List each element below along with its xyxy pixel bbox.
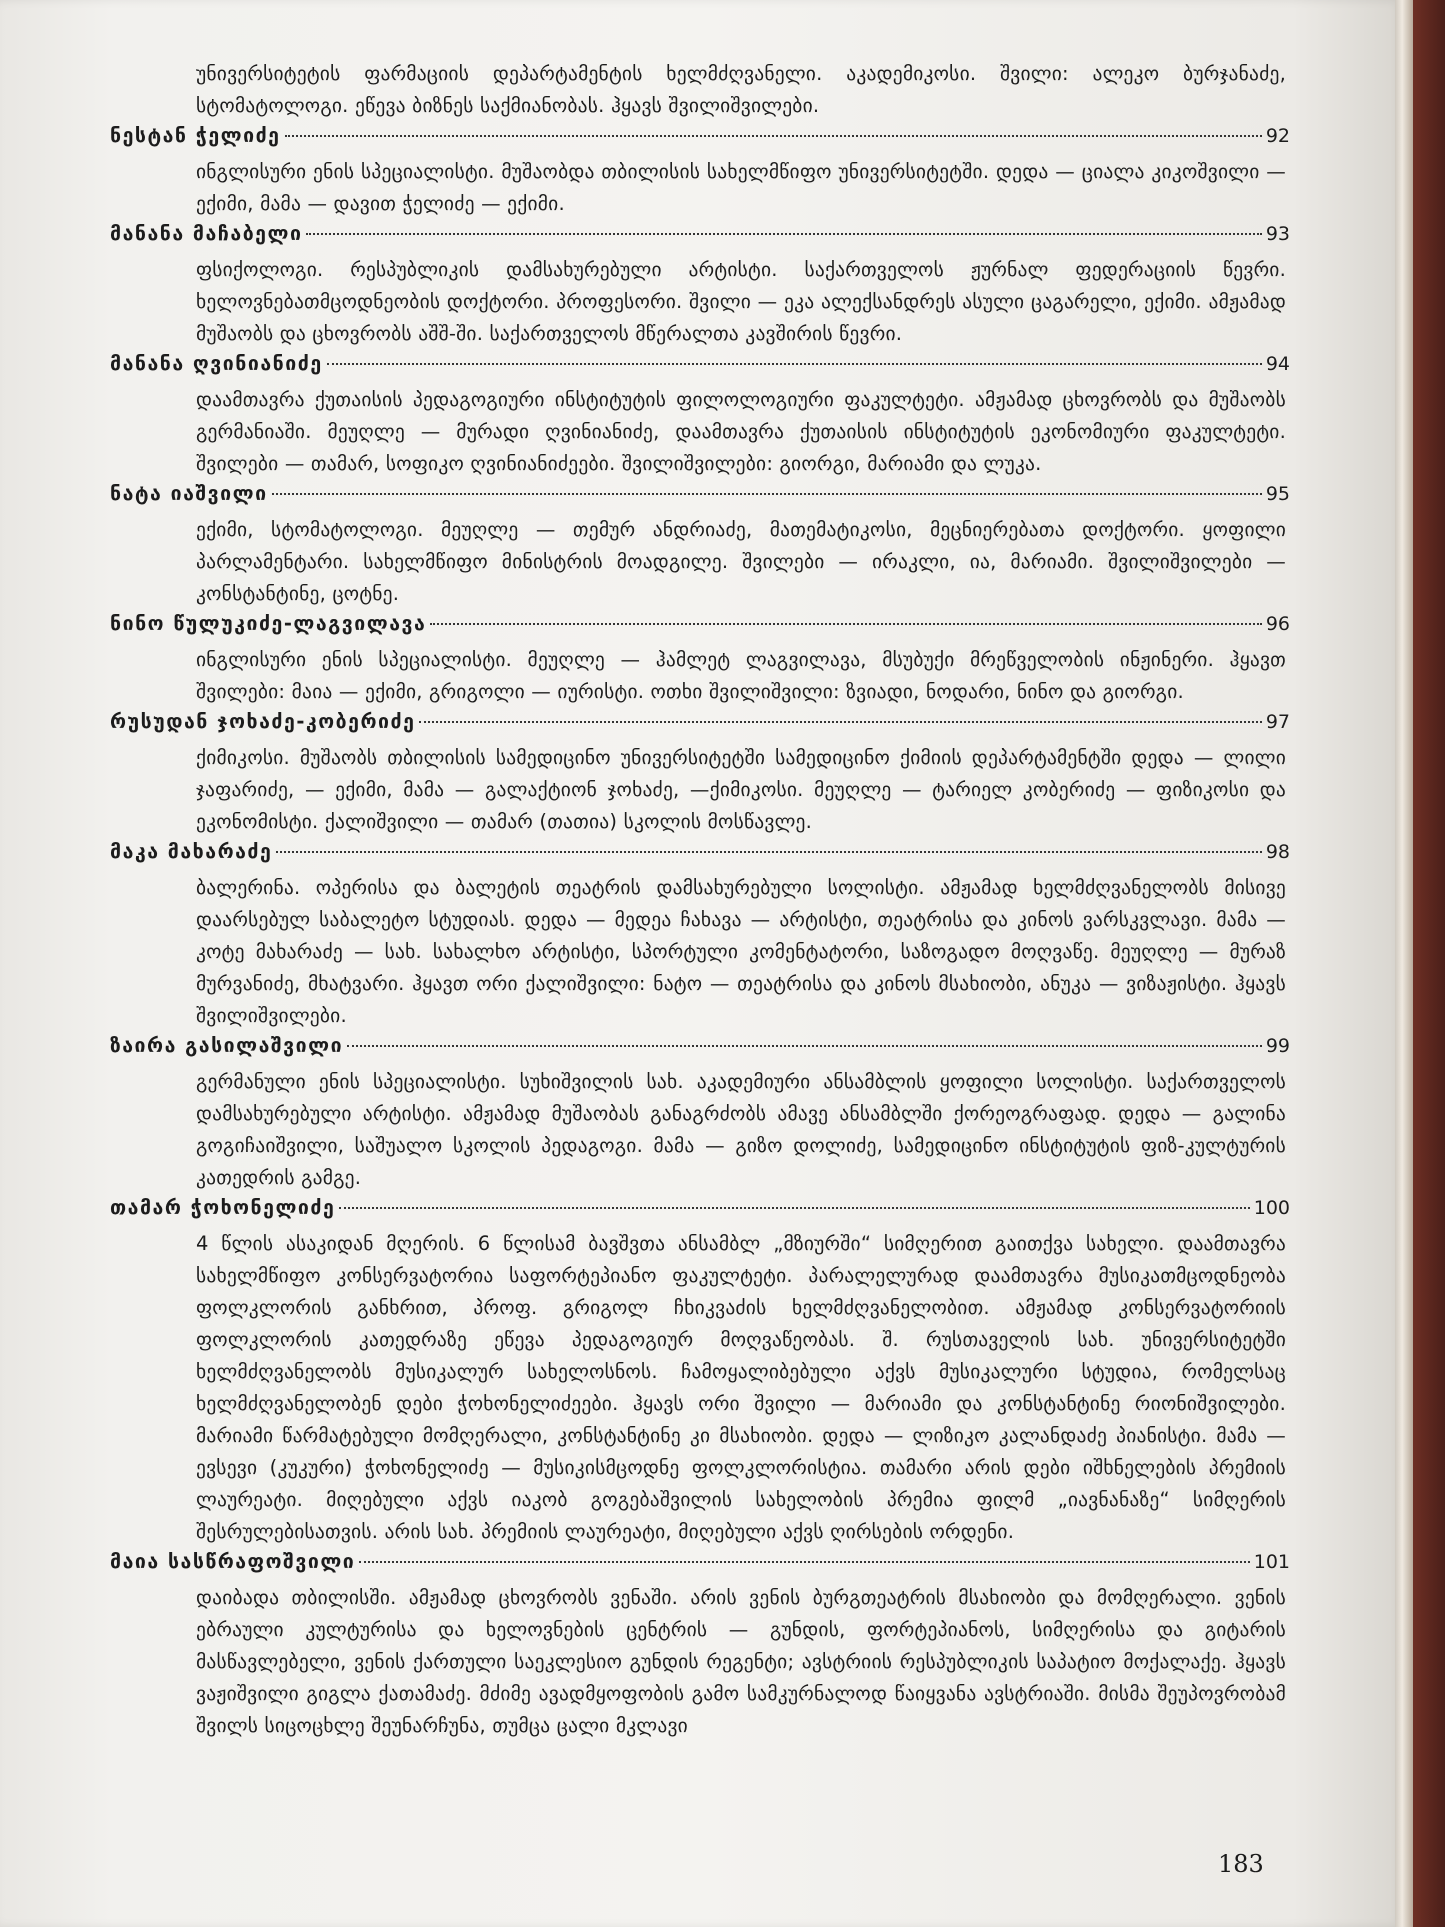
entry-text: დაიბადა თბილისში. ამჟამად ცხოვრობს ვენაში. არის ვენის ბურგთეატრის მსახიობი და მომღერალი. ვენის ებრაული კულტურისა და ხელოვნების ცენტრის — გუნდის, ფორტეპიანოს, სიმღერისა და გიტარის მასწავლებელი, ვენის ქართული საეკლესიო გუნდის რეგენტი; ავსტრიის რესპუბლიკის საპატიო მოქალაქე. ჰყავს ვაჟიშვილი გიგლა ქათამაძე. მძიმე ავადმყოფობის გამო სამკურნალოდ წაიყვანა ავსტრიაში. მისმა შეუპოვრობამ შვილს სიცოცხლე შეუნარჩუნა, თუმცა ცალი მკლავი (196, 1586, 1286, 1737)
entry-heading (110, 482, 1290, 514)
dot-leader (327, 363, 1262, 365)
dot-leader (272, 493, 1262, 495)
entry-number: 101 (1253, 1551, 1290, 1573)
entry-name: მანანა მაჩაბელი (110, 222, 303, 245)
dot-leader (285, 135, 1262, 137)
dot-leader (347, 1045, 1262, 1047)
entry-number: 98 (1265, 841, 1290, 863)
entry-name: მაია სასწრაფოშვილი (110, 1550, 356, 1573)
page-edge (1395, 0, 1413, 1927)
dot-leader (430, 623, 1261, 625)
entry-number: 96 (1265, 613, 1290, 635)
entry (110, 482, 1290, 610)
entry-heading (110, 840, 1290, 872)
entry (110, 840, 1290, 1032)
entry (110, 1034, 1290, 1194)
entry-heading (110, 1550, 1290, 1582)
entry-name: ნესტან ჭელიძე (110, 124, 281, 147)
entry (110, 352, 1290, 480)
book-cover (1413, 0, 1445, 1927)
entry-text: ფსიქოლოგი. რესპუბლიკის დამსახურებული არტისტი. საქართველოს ჟურნალ ფედერაციის წევრი. ხელოვნებათმცოდნეობის დოქტორი. პროფესორი. შვილი — ეკა ალექსანდრეს ასული ცაგარელი, ექიმი. ამჟამად მუშაობს და ცხოვრობს აშშ-ში. საქართველოს მწერალთა კავშირის წევრი. (196, 258, 1286, 345)
entry-text: 4 წლის ასაკიდან მღერის. 6 წლისამ ბავშვთა ანსამბლ „მზიურში“ სიმღერით გაითქვა სახელი. დაამთავრა სახელმწიფო კონსერვატორია საფორტეპიანო ფაკულტეტი. პარალელურად დაამთავრა მუსიკათმცოდნეობა ფოლკლორის განხრით, პროფ. გრიგოლ ჩხიკვაძის ხელმძღვანელობით. ამჟამად კონსერვატორიის ფოლკლორის კათედრაზე ეწევა პედაგოგიურ მოღვაწეობას. შ. რუსთაველის სახ. უნივერსიტეტში ხელმძღვანელობს მუსიკალურ სახელოსნოს. ჩამოყალიბებული აქვს მუსიკალური სტუდია, რომელსაც ხელმძღვანელობენ დები ჭოხონელიძეები. ჰყავს ორი შვილი — მარიამი და კონსტანტინე რიონიშვილები. მარიამი წარმატებული მომღერალი, კონსტანტინე კი მსახიობი. დედა — ლიზიკო კალანდაძე პიანისტი. მამა — ევსევი (კუკური) ჭოხონელიძე — მუსიკისმცოდნე ფოლკლორისტია. თამარი არის დები იშხნელების პრემიის ლაურეატი. მიღებული აქვს იაკობ გოგებაშვილის სახელობის პრემია ფილმ „იავნანაზე“ სიმღერის შესრულებისათვის. არის სახ. პრემიის ლაურეატი, მიღებული აქვს ღირსების ორდენი. (196, 1232, 1286, 1543)
entry-name: მანანა ღვინიანიძე (110, 352, 323, 375)
dot-leader (339, 1207, 1249, 1209)
entry-text: დაამთავრა ქუთაისის პედაგოგიური ინსტიტუტის ფილოლოგიური ფაკულტეტი. ამჟამად ცხოვრობს და მუშაობს გერმანიაში. მეუღლე — მურადი ღვინიანიძე, დაამთავრა ქუთაისის ინსტიტუტის ეკონომიური ფაკულტეტი. შვილები — თამარ, სოფიკო ღვინიანიძეები. შვილიშვილები: გიორგი, მარიამი და ლუკა. (196, 388, 1286, 475)
entry-name: თამარ ჭოხონელიძე (110, 1196, 336, 1219)
entry-number: 97 (1265, 711, 1290, 733)
entry (110, 612, 1290, 708)
entry-text: ექიმი, სტომატოლოგი. მეუღლე — თემურ ანდრიაძე, მათემატიკოსი, მეცნიერებათა დოქტორი. ყოფილი პარლამენტარი. სახელმწიფო მინისტრის მოადგილე. შვილები — ირაკლი, ია, მარიამი. შვილიშვილები — კონსტანტინე, ცოტნე. (196, 518, 1286, 605)
entry-number: 94 (1265, 353, 1290, 375)
entry-heading (110, 612, 1290, 644)
dot-leader (276, 851, 1261, 853)
entry-number: 100 (1253, 1197, 1290, 1219)
entry (110, 1196, 1290, 1548)
dot-leader (359, 1561, 1249, 1563)
entry-number: 93 (1265, 223, 1290, 245)
entry-name: ნატა იაშვილი (110, 482, 268, 505)
entry-text: გერმანული ენის სპეციალისტი. სუხიშვილის სახ. აკადემიური ანსამბლის ყოფილი სოლისტი. საქართველოს დამსახურებული არტისტი. ამჟამად მუშაობას განაგრძობს ამავე ანსამბლში ქორეოგრაფად. დედა — გალინა გოგიჩაიშვილი, საშუალო სკოლის პედაგოგი. მამა — გიზო დოლიძე, სამედიცინო ინსტიტუტის ფიზ-კულტურის კათედრის გამგე. (196, 1070, 1286, 1189)
entry-heading (110, 352, 1290, 384)
page-number: 183 (1218, 1850, 1264, 1878)
entry-text: ინგლისური ენის სპეციალისტი. მეუღლე — ჰამლეტ ლაგვილავა, მსუბუქი მრეწველობის ინჟინერი. ჰყავთ შვილები: მაია — ექიმი, გრიგოლი — იურისტი. ოთხი შვილიშვილი: ზვიადი, ნოდარი, ნინო და გიორგი. (196, 648, 1286, 703)
entry-text: ინგლისური ენის სპეციალისტი. მუშაობდა თბილისის სახელმწიფო უნივერსიტეტში. დედა — ციალა კიკოშვილი — ექიმი, მამა — დავით ჭელიძე — ექიმი. (196, 160, 1286, 215)
entry-name: ზაირა გასილაშვილი (110, 1034, 344, 1057)
entry (110, 124, 1290, 220)
entry-heading (110, 1034, 1290, 1066)
intro-paragraph: უნივერსიტეტის ფარმაციის დეპარტამენტის ხელმძღვანელი. აკადემიკოსი. შვილი: ალეკო ბურჯანაძე, სტომატოლოგი. ეწევა ბიზნეს საქმიანობას. ჰყავს შვილიშვილები. (196, 62, 1286, 117)
dot-leader (306, 233, 1261, 235)
entry-name: რუსუდან ჯოხაძე-კობერიძე (110, 710, 416, 733)
entry (110, 222, 1290, 350)
entry-heading (110, 710, 1290, 742)
page-content (110, 58, 1290, 1742)
entry-number: 99 (1265, 1035, 1290, 1057)
entry-name: მაკა მახარაძე (110, 840, 273, 863)
entry-text: ქიმიკოსი. მუშაობს თბილისის სამედიცინო უნივერსიტეტში სამედიცინო ქიმიის დეპარტამენტში დედა — ლილი ჯაფარიძე, — ექიმი, მამა — გალაქტიონ ჯოხაძე, —ქიმიკოსი. მეუღლე — ტარიელ კობერიძე — ფიზიკოსი და ეკონომისტი. ქალიშვილი — თამარ (თათია) სკოლის მოსწავლე. (196, 746, 1286, 833)
dot-leader (419, 721, 1261, 723)
entry-number: 95 (1265, 483, 1290, 505)
entry-text: ბალერინა. ოპერისა და ბალეტის თეატრის დამსახურებული სოლისტი. ამჟამად ხელმძღვანელობს მისივე დაარსებულ საბალეტო სტუდიას. დედა — მედეა ჩახავა — არტისტი, თეატრისა და კინოს ვარსკვლავი. მამა — კოტე მახარაძე — სახ. სახალხო არტისტი, სპორტული კომენტატორი, საზოგადო მოღვაწე. მეუღლე — მურაზ მურვანიძე, მხატვარი. ჰყავთ ორი ქალიშვილი: ნატო — თეატრისა და კინოს მსახიობი, ანუკა — ვიზაჟისტი. ჰყავს შვილიშვილები. (196, 876, 1286, 1027)
entry (110, 1550, 1290, 1742)
entry (110, 710, 1290, 838)
entry-number: 92 (1265, 125, 1290, 147)
entry-name: ნინო წულუკიძე-ლაგვილავა (110, 612, 427, 635)
entry-heading (110, 124, 1290, 156)
entry-heading (110, 1196, 1290, 1228)
entry-heading (110, 222, 1290, 254)
